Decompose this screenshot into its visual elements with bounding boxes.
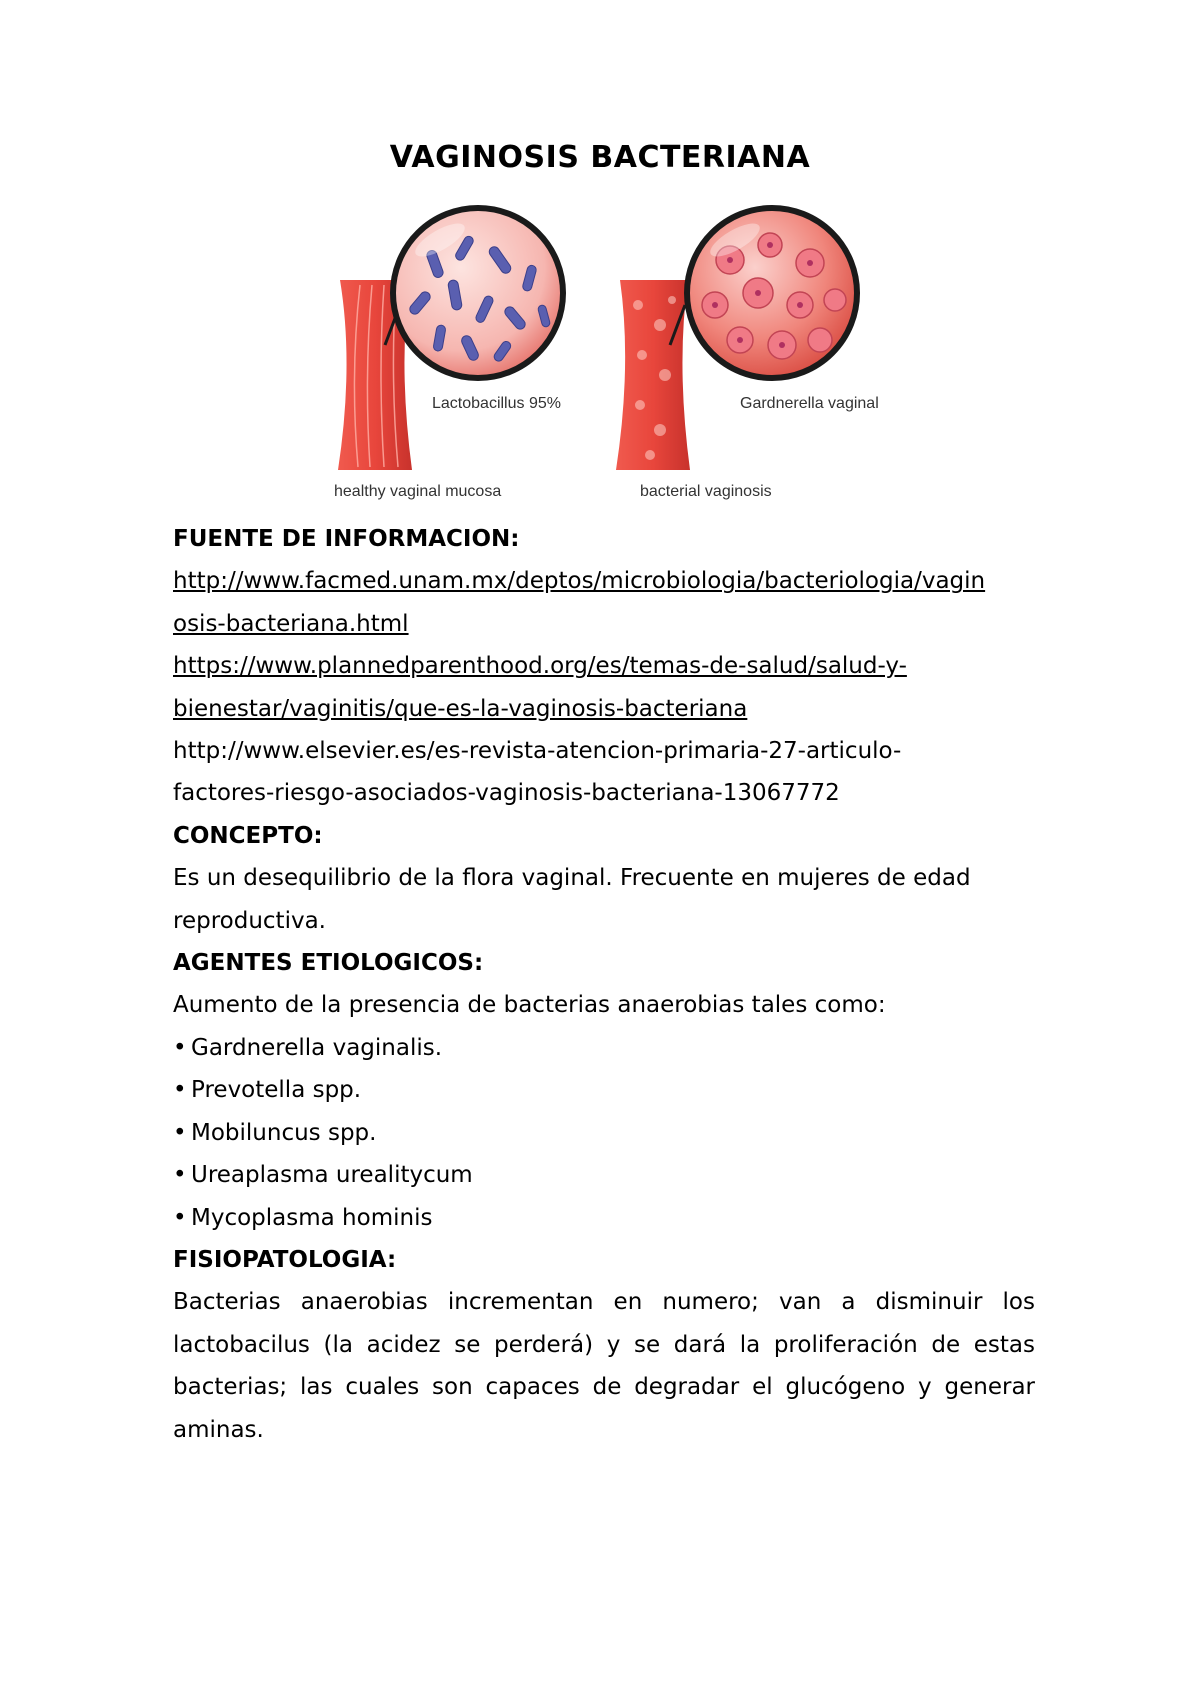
document-title: VAGINOSIS BACTERIANA	[389, 140, 811, 175]
bv-mucosa-graphic	[616, 280, 690, 470]
list-item	[173, 1069, 1035, 1111]
source-link-facmed-line2[interactable]: osis-bacteriana.html	[173, 610, 409, 637]
fisiopatologia-heading: FISIOPATOLOGIA:	[173, 1246, 397, 1273]
fisiopatologia-text-line2: lactobacilus (la acidez se perderá) y se dará la proliferación de estas	[173, 1331, 1035, 1358]
list-item-text: Prevotella spp.	[191, 1077, 362, 1104]
document-body	[173, 518, 1035, 1451]
source-link-plannedparenthood-line2[interactable]: bienestar/vaginitis/que-es-la-vaginosis-bacteriana	[173, 695, 748, 722]
bullet-icon: •	[173, 1119, 187, 1146]
source-elsevier-line2: factores-riesgo-asociados-vaginosis-bacteriana-13067772	[173, 780, 840, 807]
source-link-facmed-line1[interactable]: http://www.facmed.unam.mx/deptos/microbiologia/bacteriologia/vagin	[173, 568, 986, 595]
list-item-text: Gardnerella vaginalis.	[191, 1034, 443, 1061]
list-item	[173, 1027, 1035, 1069]
source-link-plannedparenthood-line1[interactable]: https://www.plannedparenthood.org/es/temas-de-salud/salud-y-	[173, 653, 907, 680]
list-item	[173, 1197, 1035, 1239]
fisiopatologia-text-line3: bacterias; las cuales son capaces de degradar el glucógeno y generar	[173, 1374, 1035, 1401]
agentes-heading: AGENTES ETIOLOGICOS:	[173, 950, 484, 977]
bullet-icon: •	[173, 1162, 187, 1189]
sources-heading: FUENTE DE INFORMACION:	[173, 526, 520, 552]
list-item-text: Mycoplasma hominis	[191, 1204, 433, 1231]
list-item	[173, 1154, 1035, 1196]
agentes-list	[173, 1027, 1035, 1239]
bullet-icon: •	[173, 1077, 187, 1104]
list-item	[173, 1112, 1035, 1154]
bv-magnifier	[670, 208, 857, 378]
concepto-text-line2: reproductiva.	[173, 907, 326, 934]
label-gardnerella: Gardnerella vaginal	[740, 395, 879, 412]
label-lactobacillus: Lactobacillus 95%	[432, 395, 561, 412]
concepto-heading: CONCEPTO:	[173, 822, 323, 849]
agentes-intro: Aumento de la presencia de bacterias anaerobias tales como:	[173, 992, 886, 1019]
fisiopatologia-text-line1: Bacterias anaerobias incrementan en numero; van a disminuir los	[173, 1289, 1035, 1316]
caption-bacterial-vaginosis: bacterial vaginosis	[640, 483, 772, 500]
fisiopatologia-text-line4: aminas.	[173, 1416, 264, 1443]
vaginosis-illustration	[320, 205, 880, 505]
healthy-magnifier	[385, 208, 563, 378]
source-elsevier-line1: http://www.elsevier.es/es-revista-atencion-primaria-27-articulo-	[173, 738, 902, 765]
caption-healthy-mucosa: healthy vaginal mucosa	[334, 483, 502, 500]
list-item-text: Ureaplasma urealitycum	[191, 1162, 473, 1189]
concepto-text-line1: Es un desequilibrio de la flora vaginal. Frecuente en mujeres de edad	[173, 865, 971, 892]
bullet-icon: •	[173, 1204, 187, 1231]
list-item-text: Mobiluncus spp.	[191, 1119, 377, 1146]
illustration-graphic	[320, 205, 880, 505]
bullet-icon: •	[173, 1034, 187, 1061]
